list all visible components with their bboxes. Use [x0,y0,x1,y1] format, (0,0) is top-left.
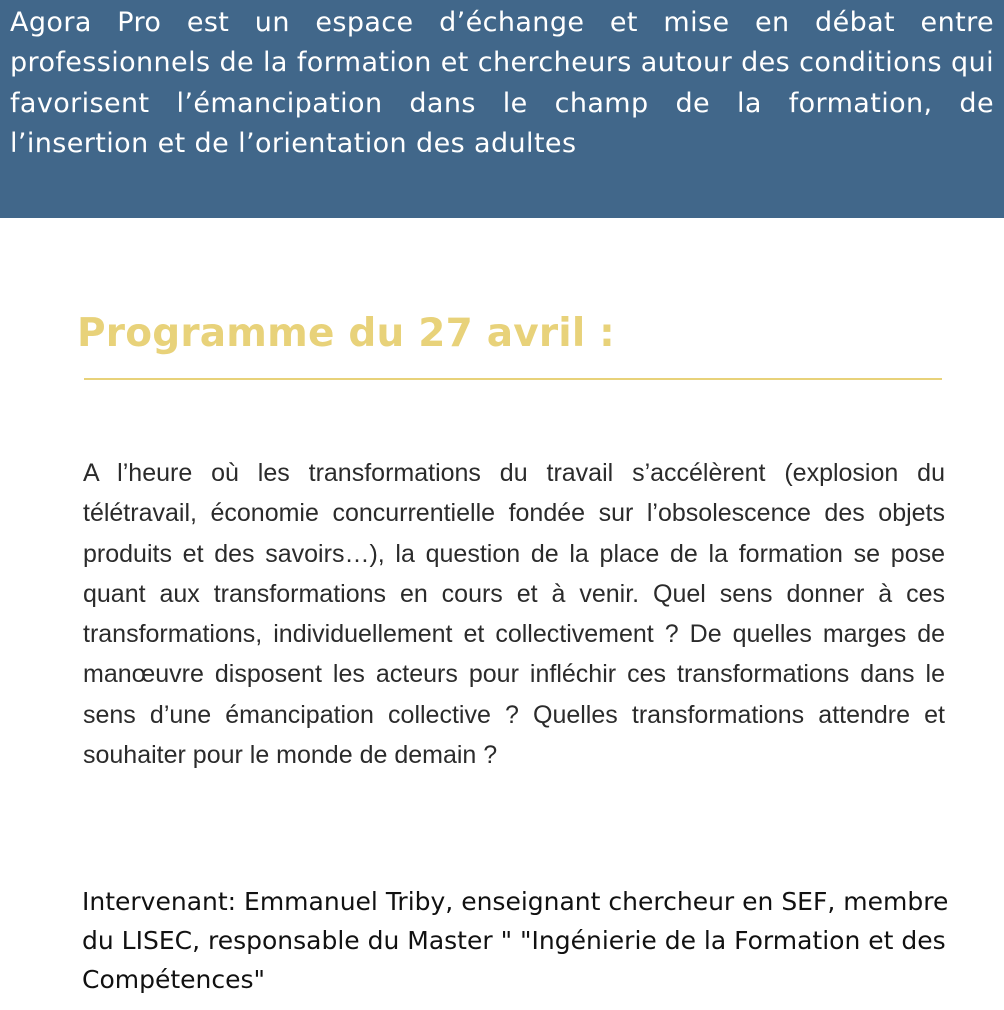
program-description: A l’heure où les transformations du travail s’accélèrent (explosion du télétravail, économie concurrentielle fondée sur l’obsolescence des objets produits et des savoirs…), la question de la place de la formation se pose quant aux transformations en cours et à venir. Quel sens donner à ces transformations, individuellement et collectivement ? De quelles marges de manœuvre disposent les acteurs pour infléchir ces transformations dans le sens d’une émancipation collective ? Quelles transformations attendre et souhaiter pour le monde de demain ? [83,459,945,770]
title-divider [84,378,942,380]
intro-banner [0,0,1004,218]
speaker-info: Intervenant: Emmanuel Triby, enseignant chercheur en SEF, membre du LISEC, responsable du Master " "Ingénierie de la Formation et des Compétences" [82,887,949,994]
program-title: Programme du 27 avril : [77,311,615,356]
intro-text: Agora Pro est un espace d’échange et mise en débat entre professionnels de la formation et chercheurs autour des conditions qui favorisent l’émancipation dans le champ de la formation, de l’insertion et de l’orientation des adultes [10,7,994,159]
